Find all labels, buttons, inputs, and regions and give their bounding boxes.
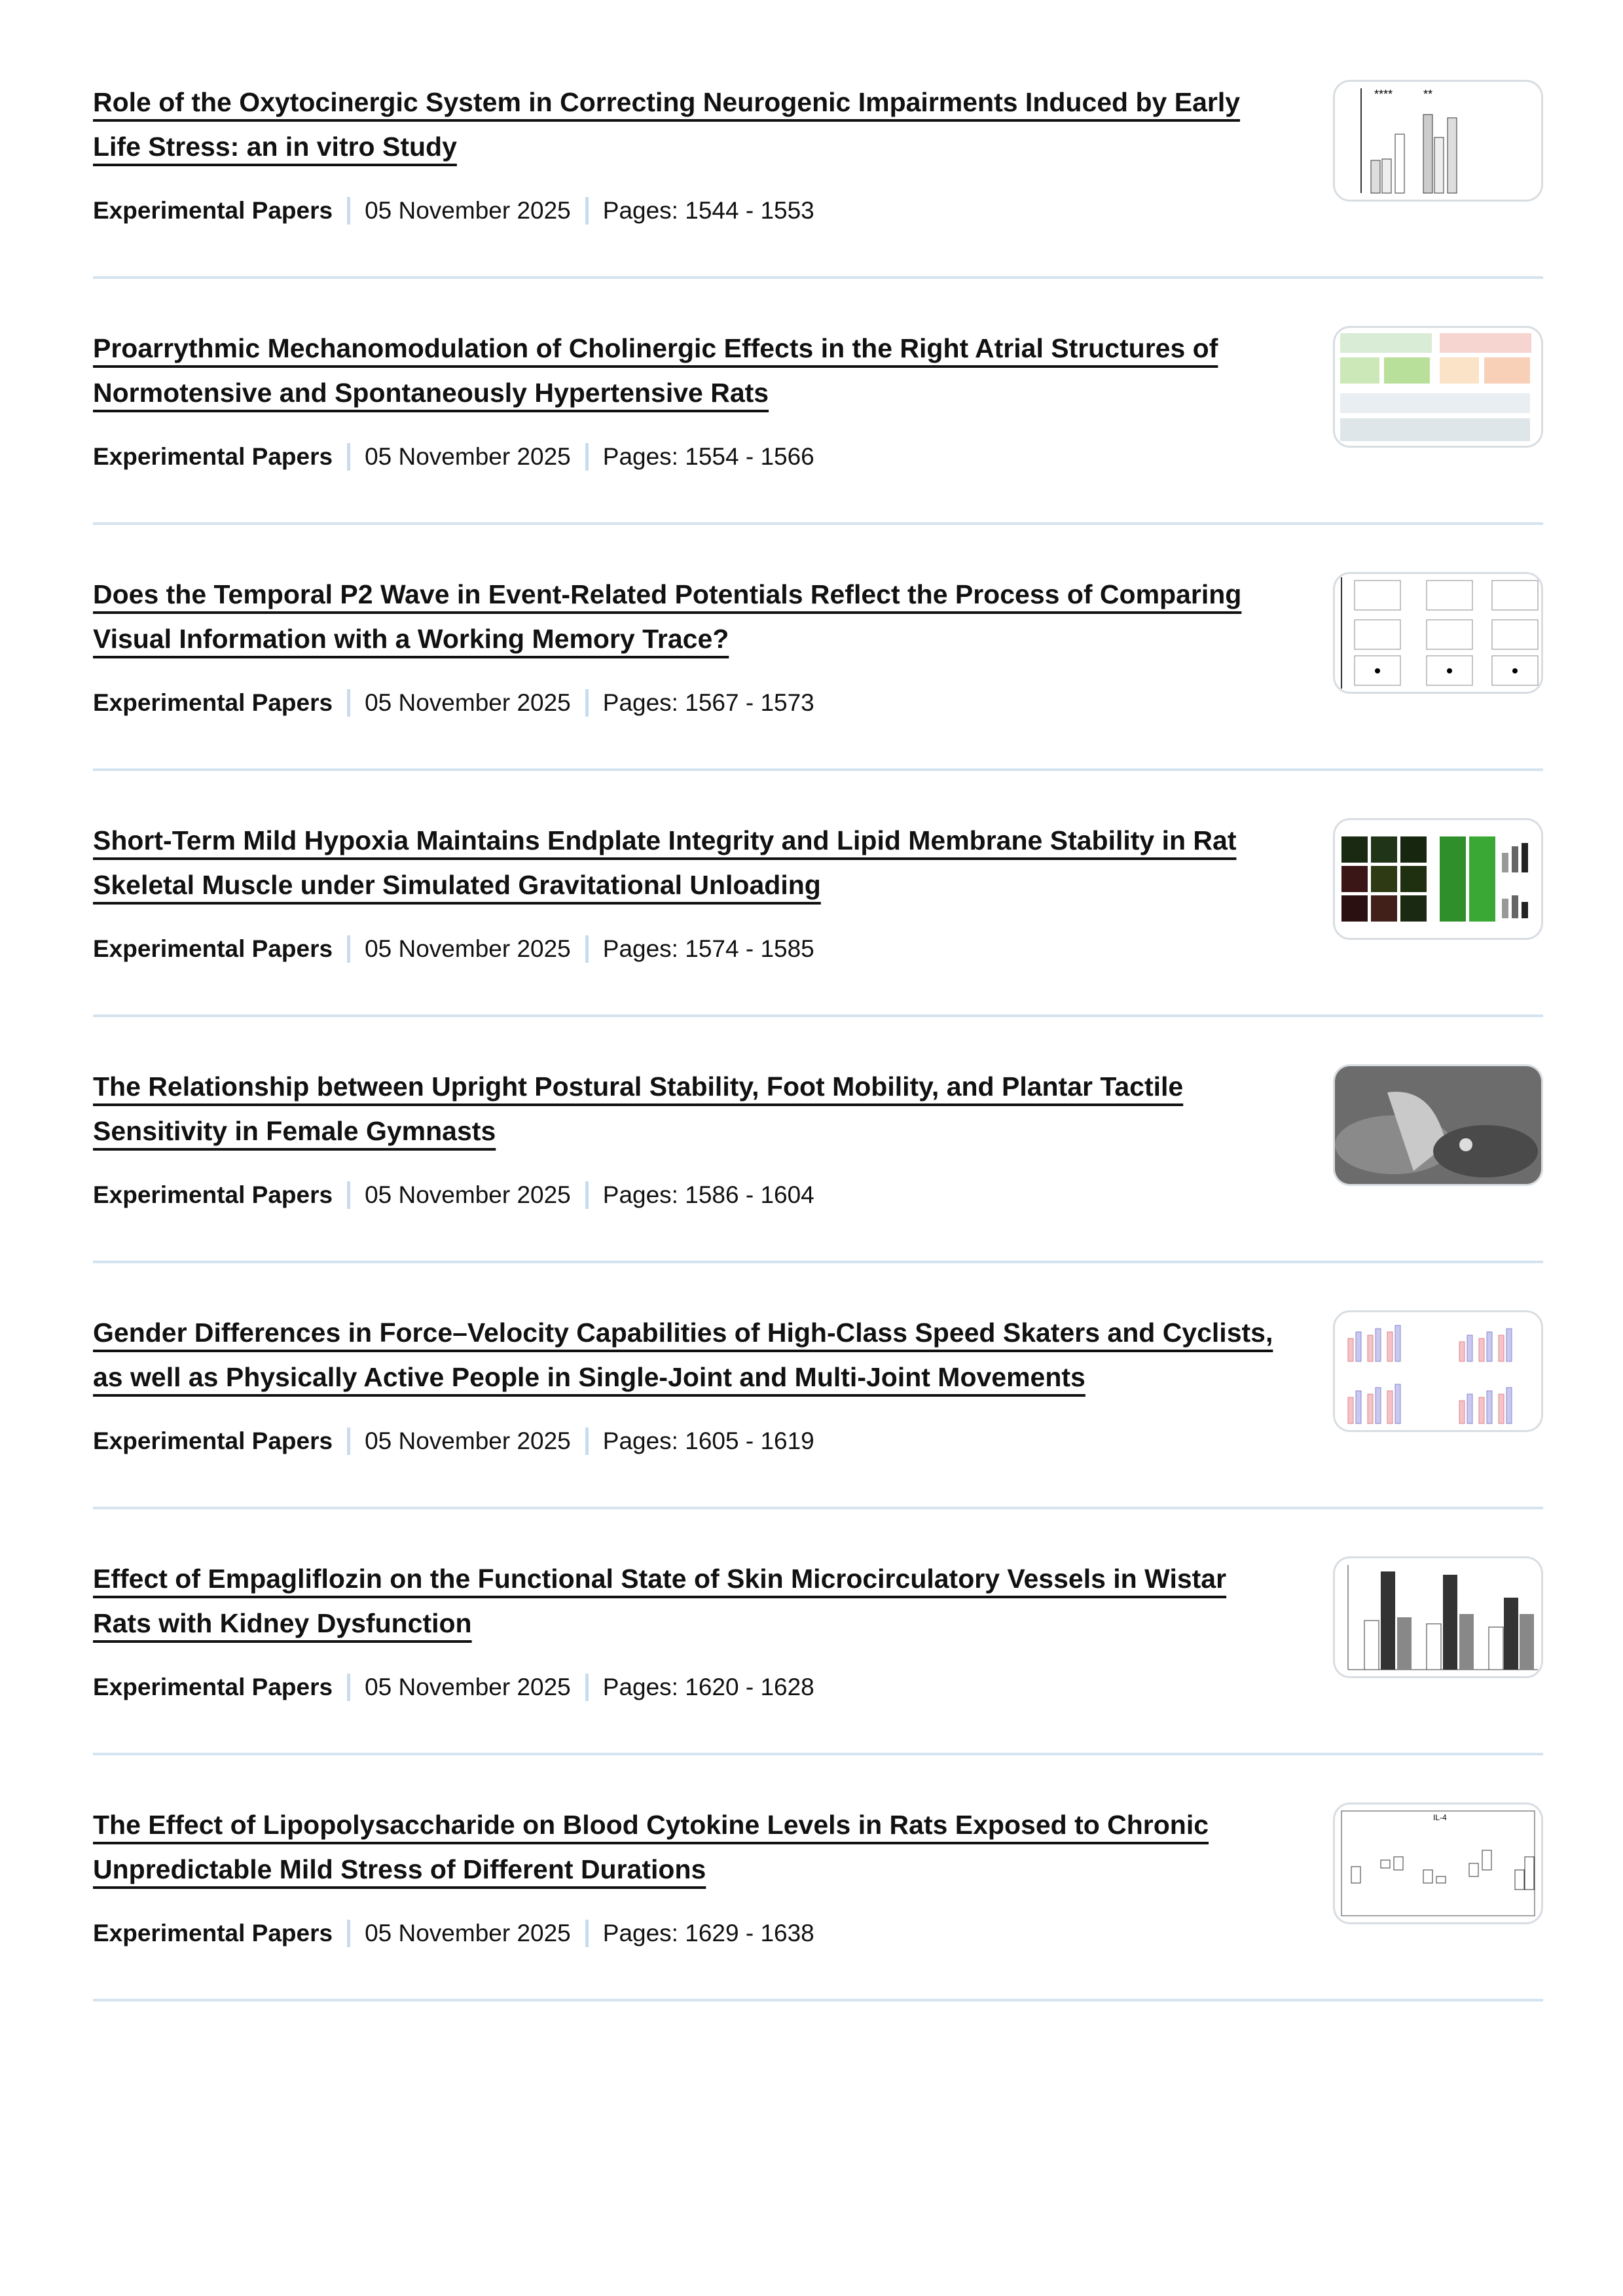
- article-pages: 1605 - 1619: [685, 1427, 814, 1454]
- meta-divider: [585, 1181, 589, 1209]
- article-item: [93, 33, 1543, 279]
- meta-divider: [585, 1920, 589, 1947]
- article-pages: 1586 - 1604: [685, 1181, 814, 1208]
- article-thumbnail-microscopy[interactable]: [1333, 818, 1543, 940]
- article-meta: [93, 1919, 1543, 1948]
- meta-divider: [347, 689, 350, 717]
- article-meta: [93, 935, 1543, 963]
- meta-divider: [585, 1674, 589, 1701]
- article-category: Experimental Papers: [93, 197, 333, 224]
- article-meta: [93, 1427, 1543, 1456]
- article-date: 05 November 2025: [365, 1427, 571, 1454]
- article-item: [93, 1017, 1543, 1263]
- article-pages: 1544 - 1553: [685, 197, 814, 224]
- meta-divider: [585, 935, 589, 963]
- article-meta: [93, 689, 1543, 717]
- article-item: [93, 1263, 1543, 1509]
- meta-divider: [347, 197, 350, 224]
- meta-divider: [585, 443, 589, 471]
- article-item: [93, 1755, 1543, 2001]
- article-title-link[interactable]: Does the Temporal P2 Wave in Event-Related Potentials Reflect the Process of Comparing Visual Information with a Working Memory Trace?: [93, 579, 1242, 654]
- article-category: Experimental Papers: [93, 1181, 333, 1208]
- meta-divider: [347, 1920, 350, 1947]
- svg-text:**: **: [1423, 88, 1433, 101]
- meta-divider: [585, 197, 589, 224]
- article-category: Experimental Papers: [93, 1674, 333, 1700]
- article-date: 05 November 2025: [365, 935, 571, 962]
- svg-text:IL-4: IL-4: [1433, 1813, 1447, 1822]
- meta-divider: [585, 1427, 589, 1455]
- pages-label: Pages:: [602, 197, 678, 224]
- article-list: [93, 33, 1543, 2001]
- pages-label: Pages:: [602, 443, 678, 470]
- article-date: 05 November 2025: [365, 1674, 571, 1700]
- article-pages: 1574 - 1585: [685, 935, 814, 962]
- article-pages: 1629 - 1638: [685, 1920, 814, 1946]
- article-thumbnail-multi-bar[interactable]: [1333, 1310, 1543, 1432]
- meta-divider: [347, 1181, 350, 1209]
- article-title-link[interactable]: Role of the Oxytocinergic System in Correcting Neurogenic Impairments Induced by Early Life Stress: an in vitro Study: [93, 87, 1241, 162]
- article-title-link[interactable]: The Relationship between Upright Postural Stability, Foot Mobility, and Plantar Tactile Sensitivity in Female Gymnasts: [93, 1071, 1184, 1146]
- article-thumbnail-gray-bars[interactable]: [1333, 1556, 1543, 1678]
- article-thumbnail-flow-diagram[interactable]: [1333, 326, 1543, 448]
- article-pages: 1620 - 1628: [685, 1674, 814, 1700]
- pages-label: Pages:: [602, 1674, 678, 1700]
- article-meta: [93, 1181, 1543, 1210]
- meta-divider: [347, 1427, 350, 1455]
- pages-label: Pages:: [602, 1427, 678, 1454]
- article-thumbnail-photo[interactable]: [1333, 1064, 1543, 1186]
- meta-divider: [347, 935, 350, 963]
- article-meta: [93, 442, 1543, 471]
- article-title-link[interactable]: The Effect of Lipopolysaccharide on Blood Cytokine Levels in Rats Exposed to Chronic Unpredictable Mild Stress of Different Durations: [93, 1810, 1209, 1884]
- article-thumbnail-bar-chart[interactable]: [1333, 80, 1543, 202]
- article-item: [93, 279, 1543, 525]
- article-category: Experimental Papers: [93, 935, 333, 962]
- meta-divider: [347, 443, 350, 471]
- meta-divider: [347, 1674, 350, 1701]
- article-date: 05 November 2025: [365, 1920, 571, 1946]
- article-item: [93, 1509, 1543, 1755]
- pages-label: Pages:: [602, 689, 678, 716]
- pages-label: Pages:: [602, 1920, 678, 1946]
- article-date: 05 November 2025: [365, 689, 571, 716]
- article-category: Experimental Papers: [93, 443, 333, 470]
- article-title-link[interactable]: Proarrythmic Mechanomodulation of Cholinergic Effects in the Right Atrial Structures of Normotensive and Spontaneously Hypertensive Rats: [93, 333, 1218, 408]
- pages-label: Pages:: [602, 1181, 678, 1208]
- article-title-link[interactable]: Effect of Empagliflozin on the Functional State of Skin Microcirculatory Vessels in Wistar Rats with Kidney Dysfunction: [93, 1564, 1227, 1638]
- article-pages: 1567 - 1573: [685, 689, 814, 716]
- article-category: Experimental Papers: [93, 1920, 333, 1946]
- pages-label: Pages:: [602, 935, 678, 962]
- article-category: Experimental Papers: [93, 689, 333, 716]
- article-thumbnail-boxplot[interactable]: [1333, 1803, 1543, 1924]
- article-date: 05 November 2025: [365, 1181, 571, 1208]
- article-item: [93, 771, 1543, 1017]
- article-date: 05 November 2025: [365, 197, 571, 224]
- article-category: Experimental Papers: [93, 1427, 333, 1454]
- article-thumbnail-task-diagram[interactable]: [1333, 572, 1543, 694]
- svg-text:****: ****: [1374, 88, 1393, 101]
- article-item: [93, 525, 1543, 771]
- article-date: 05 November 2025: [365, 443, 571, 470]
- article-title-link[interactable]: Gender Differences in Force–Velocity Capabilities of High-Class Speed Skaters and Cyclists, as well as Physically Active People in Single-Joint and Multi-Joint Movements: [93, 1318, 1273, 1392]
- article-pages: 1554 - 1566: [685, 443, 814, 470]
- article-title-link[interactable]: Short-Term Mild Hypoxia Maintains Endplate Integrity and Lipid Membrane Stability in Rat Skeletal Muscle under Simulated Gravitational Unloading: [93, 825, 1237, 900]
- article-meta: [93, 1673, 1543, 1702]
- article-meta: [93, 196, 1543, 225]
- meta-divider: [585, 689, 589, 717]
